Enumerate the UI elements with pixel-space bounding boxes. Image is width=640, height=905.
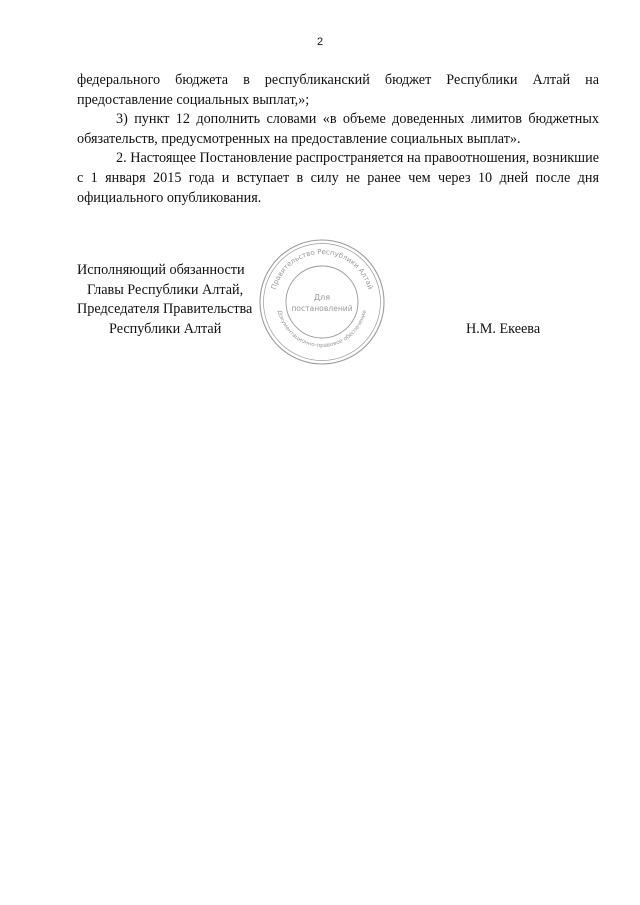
stamp-center-line-1: Для xyxy=(313,293,331,302)
paragraph-item-3: 3) пункт 12 дополнить словами «в объеме доведенных лимитов бюджетных обязательств, предусмотренных на предоставление социальных выплат». xyxy=(77,111,599,147)
stamp-bottom-text: Документационно-правовое обеспечение xyxy=(275,309,369,350)
signer-name: Н.М. Екеева xyxy=(466,321,541,337)
stamp-center-line-2: постановлений xyxy=(291,304,353,313)
signature-title-line: Главы Республики Алтай, xyxy=(87,281,244,298)
paragraph-section-2: 2. Настоящее Постановление распространяется на правоотношения, возникшие с 1 января 2015 года и вступает в силу не ранее чем через 10 дней после дня официального опубликования. xyxy=(77,150,599,206)
official-stamp xyxy=(257,237,387,367)
signature-title-line: Республики Алтай xyxy=(109,320,222,337)
page-number: 2 xyxy=(316,36,324,48)
stamp-inner-ring xyxy=(286,266,358,338)
paragraph-continuation: федерального бюджета в республиканский бюджет Республики Алтай на предоставление социальных выплат,»; xyxy=(77,72,599,108)
stamp-outer-ring-inner xyxy=(264,244,381,361)
signature-title-line: Председателя Правительства xyxy=(77,301,253,318)
stamp-top-text: Правительство Республики Алтай xyxy=(269,247,375,291)
signature-title-line: Исполняющий обязанности xyxy=(77,262,245,278)
signature-block xyxy=(77,261,277,339)
document-body xyxy=(77,71,599,208)
